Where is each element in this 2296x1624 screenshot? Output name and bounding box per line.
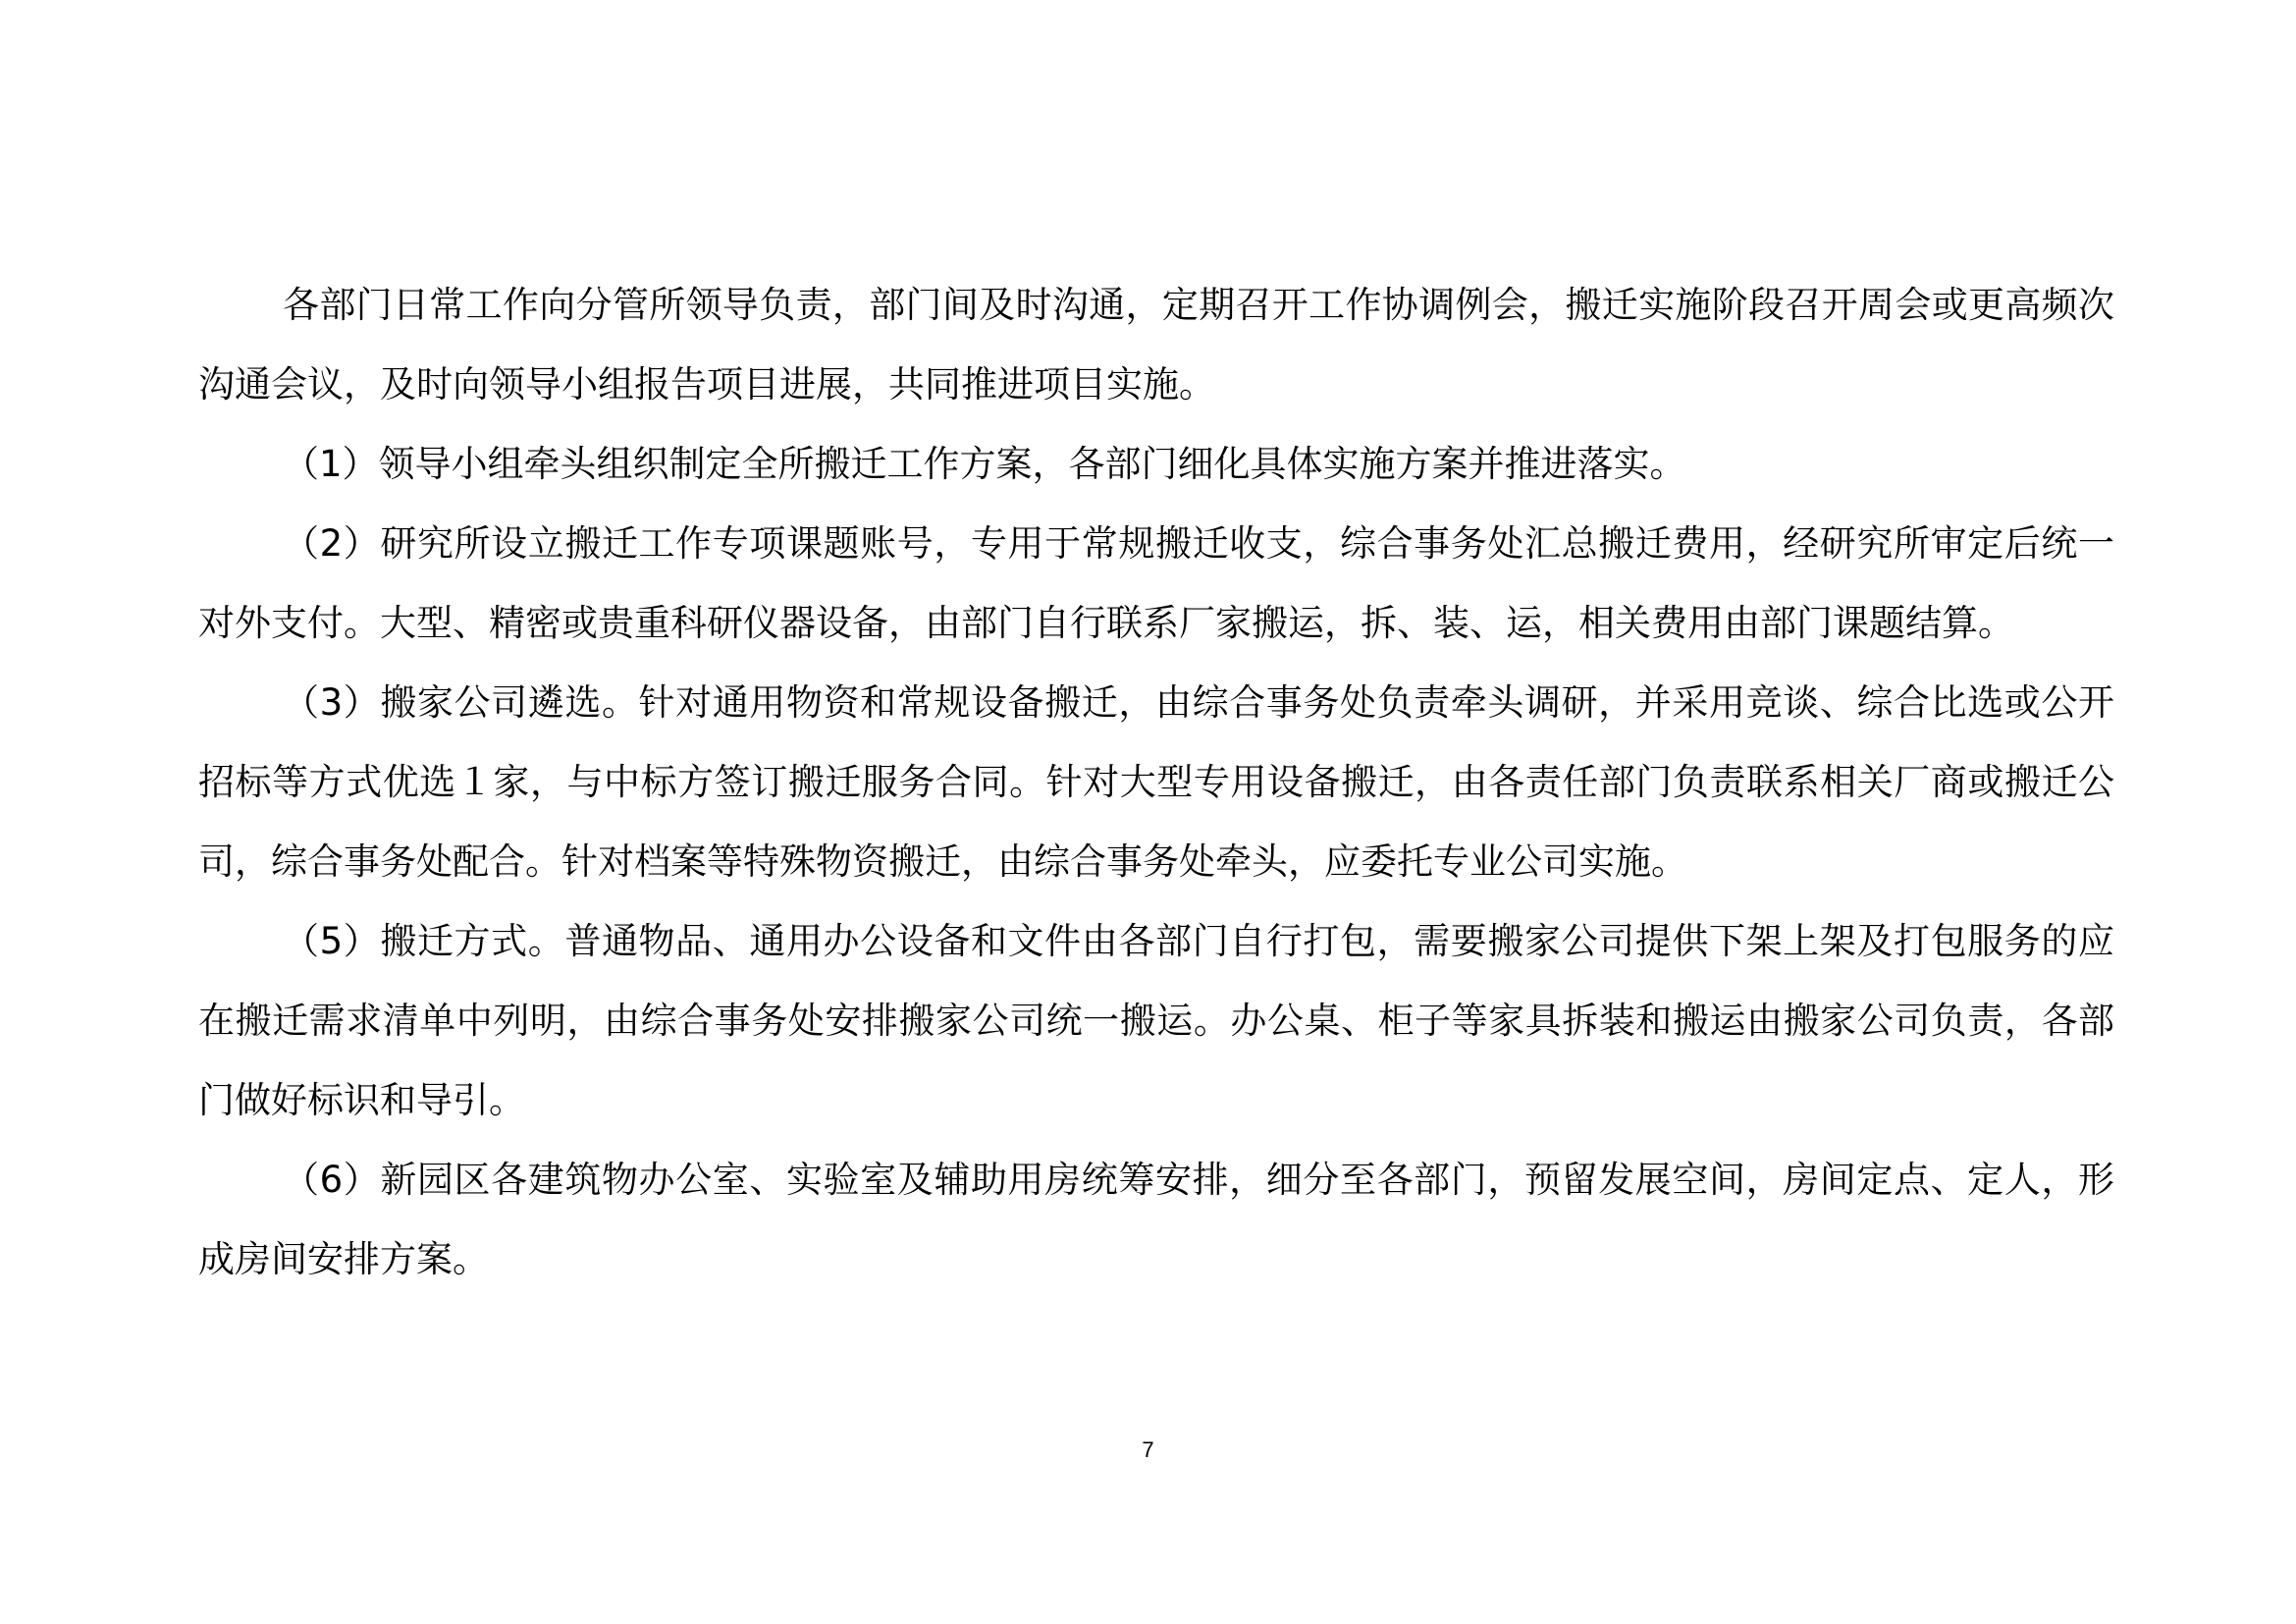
paragraph-item-2: （2）研究所设立搬迁工作专项课题账号，专用于常规搬迁收支，综合事务处汇总搬迁费用，经研究所审定后统一对外支付。大型、精密或贵重科研仪器设备，由部门自行联系厂家搬运，拆、装、运，相关费用由部门课题结算。 xyxy=(198,522,2114,644)
page-number: 7 xyxy=(1142,1437,1154,1462)
paragraph-item-5: （5）搬迁方式。普通物品、通用办公设备和文件由各部门自行打包，需要搬家公司提供下架上架及打包服务的应在搬迁需求清单中列明，由综合事务处安排搬家公司统一搬运。办公桌、柜子等家具拆装和搬运由搬家公司负责，各部门做好标识和导引。 xyxy=(198,920,2114,1121)
paragraph-item-3: （3）搬家公司遴选。针对通用物资和常规设备搬迁，由综合事务处负责牵头调研，并采用竞谈、综合比选或公开招标等方式优选１家，与中标方签订搬迁服务合同。针对大型专用设备搬迁，由各责任部门负责联系相关厂商或搬迁公司，综合事务处配合。针对档案等特殊物资搬迁，由综合事务处牵头，应委托专业公司实施。 xyxy=(198,681,2114,883)
paragraph-item-1: （1）领导小组牵头组织制定全所搬迁工作方案，各部门细化具体实施方案并推进落实。 xyxy=(283,443,1686,485)
paragraph-coordination: 各部门日常工作向分管所领导负责，部门间及时沟通，定期召开工作协调例会，搬迁实施阶段召开周会或更高频次沟通会议，及时向领导小组报告项目进展，共同推进项目实施。 xyxy=(198,284,2114,406)
paragraph-item-6: （6）新园区各建筑物办公室、实验室及辅助用房统筹安排，细分至各部门，预留发展空间，房间定点、定人，形成房间安排方案。 xyxy=(198,1159,2114,1280)
document-body xyxy=(198,265,2114,1299)
